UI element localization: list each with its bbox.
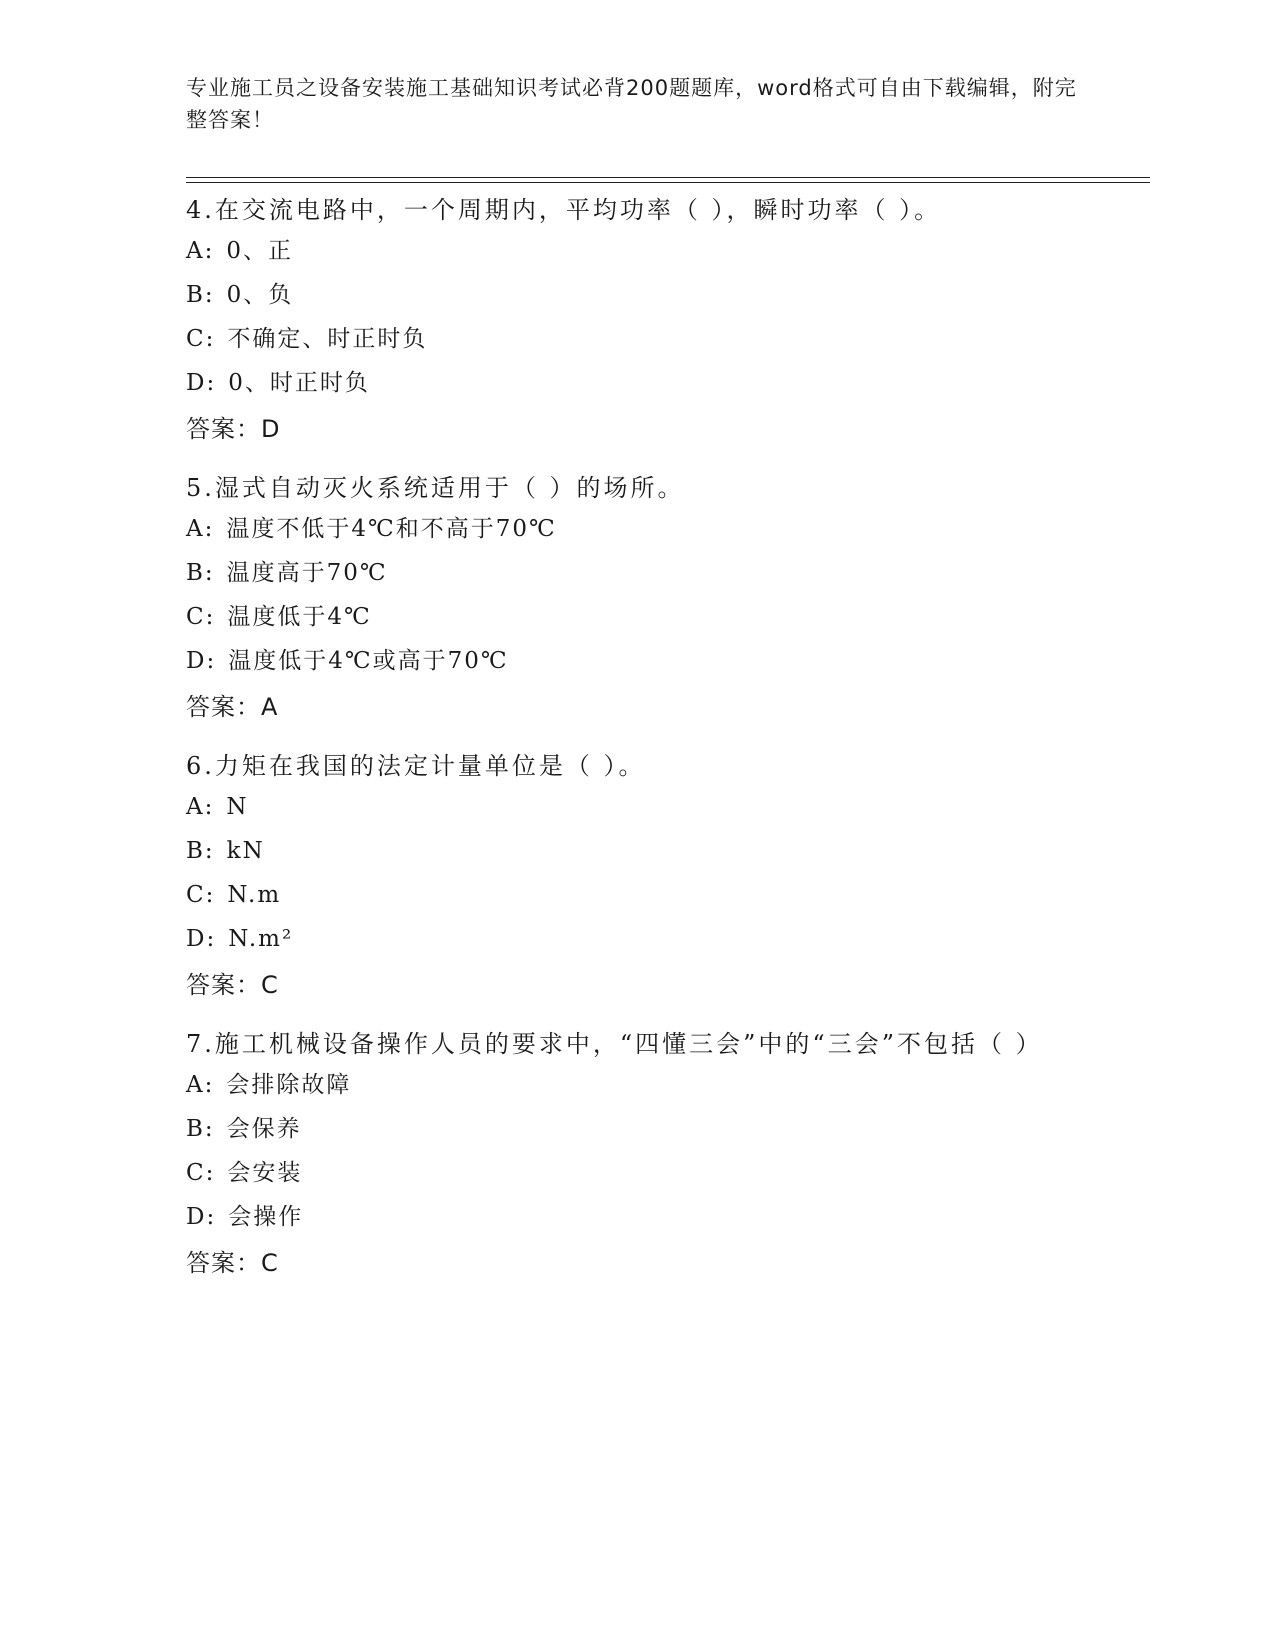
option-a	[186, 514, 1086, 544]
option-letter: B:	[186, 560, 215, 586]
option-d	[186, 646, 1086, 676]
document-header	[186, 72, 1086, 136]
option-a	[186, 236, 1086, 266]
answer-line: 答案：C	[186, 971, 279, 999]
option-letter: D:	[186, 1204, 217, 1230]
option-text: 会安装	[227, 1160, 303, 1186]
option-text: 0、时正时负	[228, 370, 370, 396]
option-text: N.m	[227, 882, 282, 908]
option-letter: D:	[186, 648, 217, 674]
option-c	[186, 880, 1086, 910]
question-6	[186, 750, 1086, 1002]
option-letter: C:	[186, 326, 216, 352]
question-7	[186, 1028, 1086, 1280]
option-d	[186, 368, 1086, 398]
header-divider-top	[186, 177, 1150, 178]
option-c	[186, 324, 1086, 354]
option-a	[186, 792, 1086, 822]
option-letter: A:	[186, 238, 215, 264]
option-text: 不确定、时正时负	[227, 326, 428, 352]
option-letter: C:	[186, 1160, 216, 1186]
option-text: 会排除故障	[226, 1072, 352, 1098]
option-letter: B:	[186, 838, 215, 864]
option-text: 会操作	[228, 1204, 304, 1230]
option-text: N.m²	[228, 926, 294, 952]
option-text: N	[226, 794, 249, 820]
option-text: 温度不低于4℃和不高于70℃	[226, 516, 557, 542]
option-letter: C:	[186, 882, 216, 908]
question-list	[186, 188, 1086, 1306]
option-b	[186, 280, 1086, 310]
option-d	[186, 924, 1086, 954]
answer-line: 答案：D	[186, 415, 281, 443]
option-letter: A:	[186, 516, 215, 542]
option-text: 温度低于4℃或高于70℃	[228, 648, 509, 674]
option-c	[186, 1158, 1086, 1188]
question-stem: 6.力矩在我国的法定计量单位是（ ）。	[186, 752, 646, 780]
option-text: 温度高于70℃	[226, 560, 388, 586]
option-text: 会保养	[226, 1116, 302, 1142]
option-letter: A:	[186, 1072, 215, 1098]
question-stem: 4.在交流电路中，一个周期内，平均功率（ ），瞬时功率（ ）。	[186, 196, 942, 224]
option-letter: C:	[186, 604, 216, 630]
question-stem: 5.湿式自动灭火系统适用于（ ）的场所。	[186, 474, 685, 502]
option-letter: D:	[186, 370, 217, 396]
header-divider-bottom	[186, 182, 1150, 183]
question-stem: 7.施工机械设备操作人员的要求中，“四懂三会”中的“三会”不包括（ ）	[186, 1030, 1043, 1058]
option-d	[186, 1202, 1086, 1232]
option-letter: A:	[186, 794, 215, 820]
option-text: 0、正	[226, 238, 293, 264]
option-text: kN	[226, 838, 265, 864]
answer-line: 答案：A	[186, 693, 279, 721]
option-a	[186, 1070, 1086, 1100]
option-letter: B:	[186, 282, 215, 308]
answer-line: 答案：C	[186, 1249, 279, 1277]
option-b	[186, 1114, 1086, 1144]
option-b	[186, 836, 1086, 866]
question-4	[186, 194, 1086, 446]
question-5	[186, 472, 1086, 724]
option-letter: D:	[186, 926, 217, 952]
option-text: 温度低于4℃	[227, 604, 372, 630]
option-c	[186, 602, 1086, 632]
option-text: 0、负	[226, 282, 294, 308]
document-title: 专业施工员之设备安装施工基础知识考试必背200题题库，word格式可自由下载编辑，附完整答案！	[186, 76, 1077, 132]
option-letter: B:	[186, 1116, 215, 1142]
option-b	[186, 558, 1086, 588]
